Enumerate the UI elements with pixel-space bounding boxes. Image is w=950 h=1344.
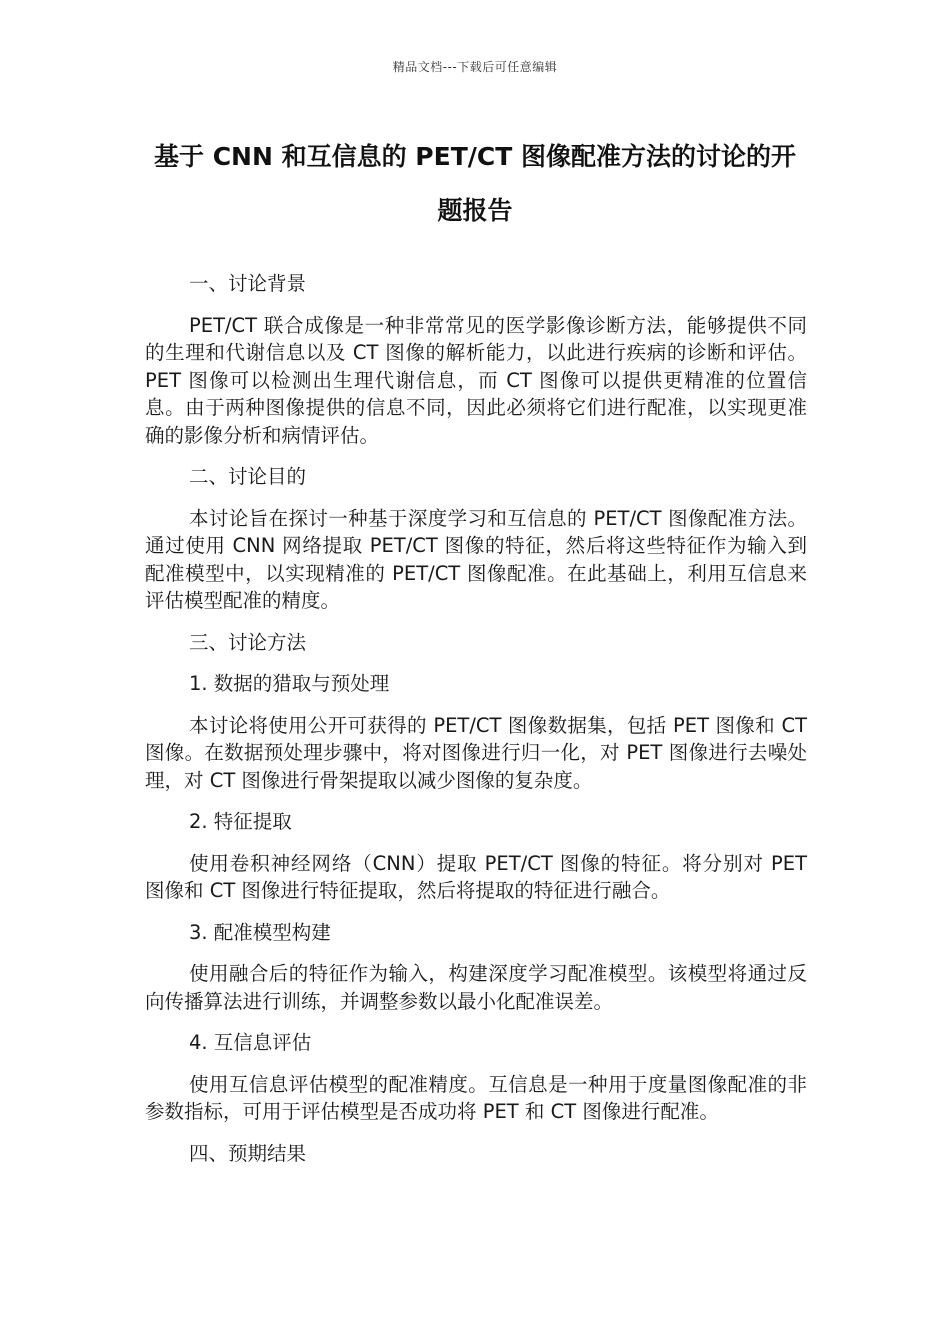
subsection-heading-model: 3. 配准模型构建 bbox=[189, 920, 331, 944]
document-title: 基于 CNN 和互信息的 PET/CT 图像配准方法的讨论的开题报告 bbox=[154, 142, 796, 225]
section-paragraph-background: PET/CT 联合成像是一种非常常见的医学影像诊断方法，能够提供不同的生理和代谢信息以及 CT 图像的解析能力，以此进行疾病的诊断和评估。PET 图像可以检测出生理代谢信息，而 CT 图像可以提供更精准的位置信息。由于两种图像提供的信息不同，因此必须将它们进行配准，以实现更准确的影像分析和病情评估。 bbox=[145, 313, 807, 447]
section-heading-methods: 三、讨论方法 bbox=[189, 630, 307, 654]
page-header: 精品文档---下载后可任意编辑 bbox=[392, 60, 558, 74]
subsection-paragraph-model: 使用融合后的特征作为输入，构建深度学习配准模型。该模型将通过反向传播算法进行训练，并调整参数以最小化配准误差。 bbox=[145, 962, 807, 1013]
subsection-heading-mutual-info: 4. 互信息评估 bbox=[189, 1031, 312, 1054]
subsection-paragraph-features: 使用卷积神经网络（CNN）提取 PET/CT 图像的特征。将分别对 PET 图像和 CT 图像进行特征提取，然后将提取的特征进行融合。 bbox=[145, 851, 807, 902]
section-heading-purpose: 二、讨论目的 bbox=[189, 465, 307, 488]
subsection-heading-data: 1. 数据的猎取与预处理 bbox=[189, 672, 390, 695]
subsection-paragraph-mutual-info: 使用互信息评估模型的配准精度。互信息是一种用于度量图像配准的非参数指标，可用于评估模型是否成功将 PET 和 CT 图像进行配准。 bbox=[145, 1072, 807, 1123]
subsection-paragraph-data: 本讨论将使用公开可获得的 PET/CT 图像数据集，包括 PET 图像和 CT 图像。在数据预处理步骤中，将对图像进行归一化，对 PET 图像进行去噪处理，对 CT 图像进行骨架提取以减少图像的复杂度。 bbox=[145, 713, 807, 792]
document-body bbox=[145, 270, 807, 1167]
section-paragraph-purpose: 本讨论旨在探讨一种基于深度学习和互信息的 PET/CT 图像配准方法。通过使用 CNN 网络提取 PET/CT 图像的特征，然后将这些特征作为输入到配准模型中，以实现精准的 PET/CT 图像配准。在此基础上，利用互信息来评估模型配准的精度。 bbox=[145, 506, 807, 612]
subsection-heading-features: 2. 特征提取 bbox=[189, 810, 292, 833]
section-heading-background: 一、讨论背景 bbox=[189, 272, 307, 295]
section-heading-expected-results: 四、预期结果 bbox=[189, 1141, 307, 1165]
